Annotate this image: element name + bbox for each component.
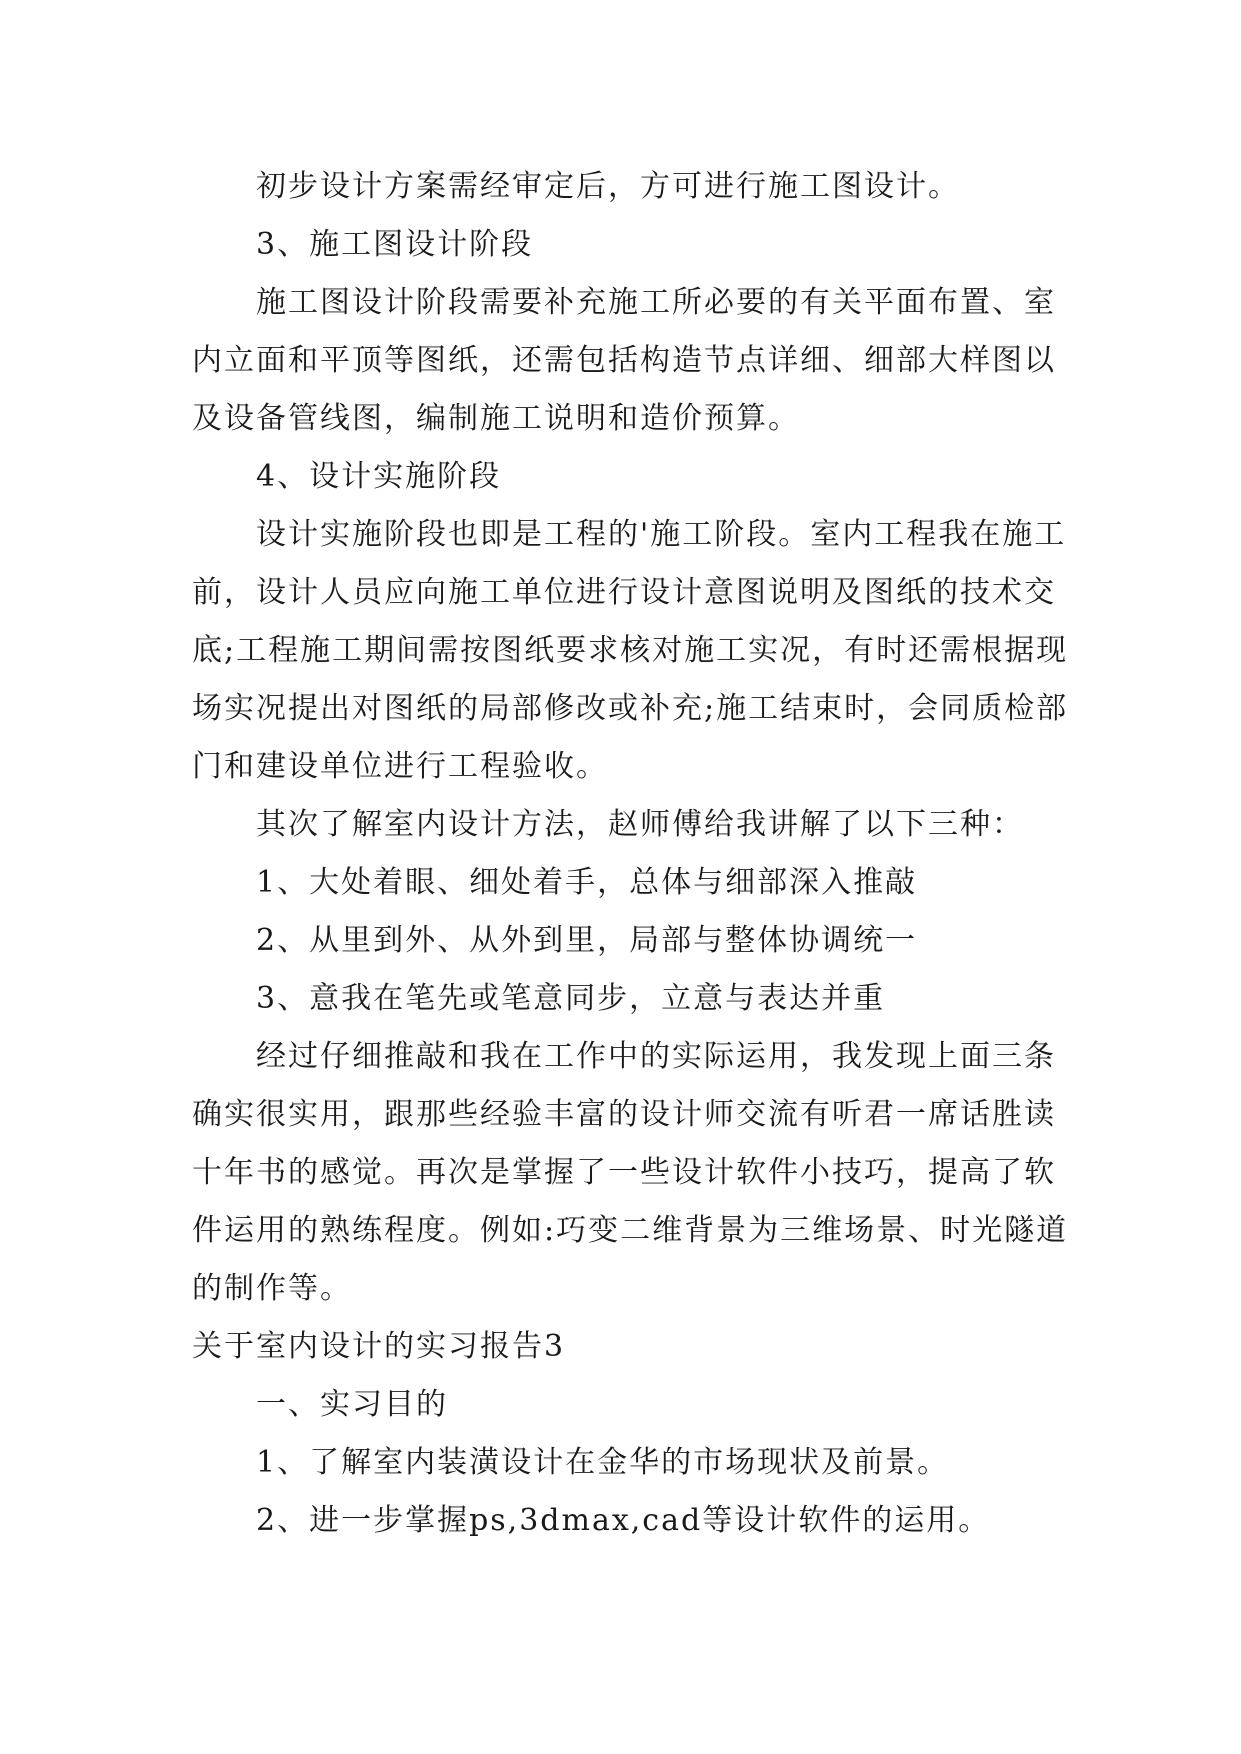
- paragraph: 设计实施阶段也即是工程的'施工阶段。室内工程我在施工前，设计人员应向施工单位进行设计意图说明及图纸的技术交底;工程施工期间需按图纸要求核对施工实况，有时还需根据现场实况提出对图纸的局部修改或补充;施工结束时，会同质检部门和建设单位进行工程验收。: [192, 517, 1069, 784]
- list-item: 3、意我在笔先或笔意同步，立意与表达并重: [256, 981, 886, 1016]
- list-item: 1、大处着眼、细处着手，总体与细部深入推敲: [256, 865, 918, 900]
- section-heading-purpose: 一、实习目的: [256, 1387, 448, 1422]
- list-item: 2、进一步掌握ps,3dmax,cad等设计软件的运用。: [256, 1503, 991, 1538]
- paragraph: 初步设计方案需经审定后，方可进行施工图设计。: [256, 169, 960, 204]
- list-item: 1、了解室内装潢设计在金华的市场现状及前景。: [256, 1445, 950, 1480]
- paragraph: 其次了解室内设计方法，赵师傅给我讲解了以下三种：: [256, 807, 1024, 842]
- section-heading-construction-drawing: 3、施工图设计阶段: [256, 227, 534, 262]
- document-body: [192, 158, 1072, 1550]
- paragraph: 经过仔细推敲和我在工作中的实际运用，我发现上面三条确实很实用，跟那些经验丰富的设计师交流有听君一席话胜读十年书的感觉。再次是掌握了一些设计软件小技巧，提高了软件运用的熟练程度。例如:巧变二维背景为三维场景、时光隧道的制作等。: [192, 1039, 1069, 1306]
- paragraph: 施工图设计阶段需要补充施工所必要的有关平面布置、室内立面和平顶等图纸，还需包括构造节点详细、细部大样图以及设备管线图，编制施工说明和造价预算。: [192, 285, 1056, 436]
- report-title: 关于室内设计的实习报告3: [192, 1329, 566, 1364]
- list-item: 2、从里到外、从外到里，局部与整体协调统一: [256, 923, 918, 958]
- section-heading-implementation: 4、设计实施阶段: [256, 459, 502, 494]
